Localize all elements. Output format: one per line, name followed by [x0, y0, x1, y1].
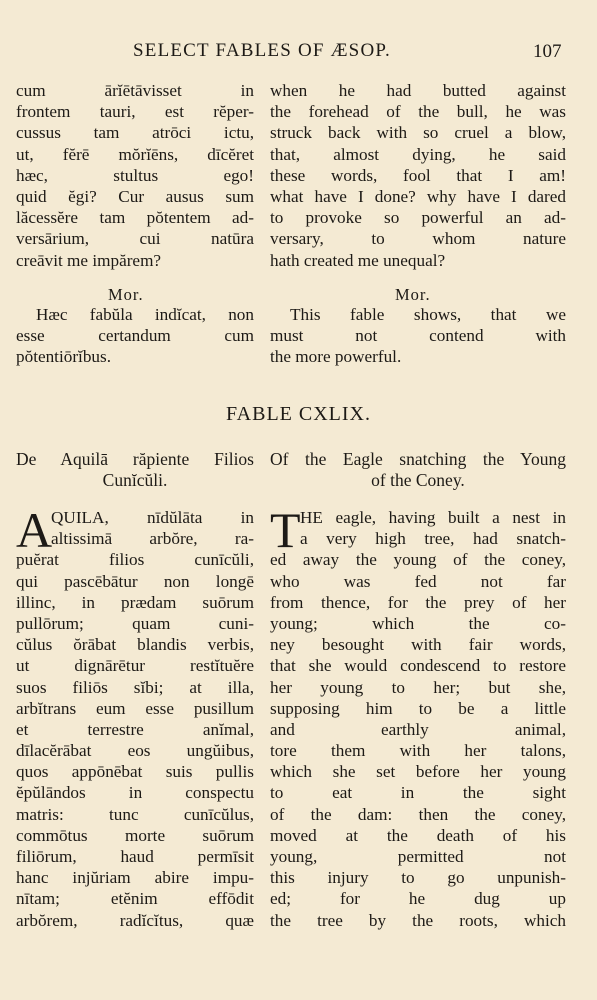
text-line: altissimā arbŏre, ra-: [51, 529, 254, 549]
text-line: the tree by the roots, which: [270, 910, 566, 930]
text-line: et terrestre anĭmal,: [16, 719, 254, 739]
text-line: quid ĕgi? Cur ausus sum: [16, 186, 254, 206]
text-line: nītam; etĕnim effōdit: [16, 889, 254, 909]
text-line: must not contend with: [270, 326, 566, 346]
text-line: that she would condescend to restore: [270, 656, 566, 676]
text-line: that, almost dying, he said: [270, 144, 566, 164]
text-line: matris: tunc cunīcŭlus,: [16, 804, 254, 824]
text-line: to provoke so powerful an ad-: [270, 208, 566, 228]
moral-heading-english: Mor.: [395, 285, 431, 304]
title-line: De Aquilā răpiente Filios: [16, 449, 254, 469]
text-line: illinc, in prædam suōrum: [16, 592, 254, 612]
text-line: a very high tree, had snatch-: [300, 529, 566, 549]
text-line: esse certandum cum: [16, 326, 254, 346]
text-line: cum ārĭētāvisset in: [16, 81, 254, 100]
text-line: of the dam: then the coney,: [270, 804, 566, 824]
text-line: to eat in the sight: [270, 783, 566, 803]
text-line: dīlacĕrābat eos ungŭibus,: [16, 741, 254, 761]
text-line: lăcessĕre tam pŏtentem ad-: [16, 208, 254, 228]
latin-continuation: [16, 80, 254, 271]
text-line: tore them with her talons,: [270, 741, 566, 761]
fable-title: FABLE CXLIX.: [226, 403, 371, 425]
moral-heading-latin: Mor.: [108, 285, 144, 304]
latin-fable-body: [16, 502, 254, 931]
text-line: who was fed not far: [270, 571, 566, 591]
latin-drop-cap: A: [16, 502, 53, 558]
text-line: ĕpŭlāndos in conspectu: [16, 783, 254, 803]
moral-english: [270, 304, 566, 368]
text-line: arbĭtrans eum esse pusillum: [16, 698, 254, 718]
english-continuation: [270, 80, 566, 271]
text-line: HE eagle, having built a nest in: [300, 508, 566, 527]
text-line: versary, to whom nature: [270, 229, 566, 249]
text-line: young, permitted not: [270, 847, 566, 866]
english-fable-body: [270, 502, 566, 931]
english-drop-cap: T: [270, 502, 301, 558]
text-line: hath created me unequal?: [270, 250, 446, 270]
text-line: moved at the death of his: [270, 825, 566, 845]
text-line: creāvit me impărem?: [16, 250, 162, 270]
text-line: from thence, for the prey of her: [270, 592, 566, 612]
text-line: ut, fĕrē mŏrĭēns, dīcĕret: [16, 144, 254, 164]
text-line: cŭlus ŏrābat blandis verbis,: [16, 635, 254, 655]
text-line: commōtus morte suōrum: [16, 825, 254, 845]
text-line: puĕrat filios cunīcŭli,: [16, 550, 254, 570]
latin-fable-title: [16, 449, 254, 491]
title-line: Cunĭcŭli.: [102, 470, 168, 491]
text-line: qui pascēbātur non longē: [16, 571, 254, 591]
text-line: suos filiōs sĭbi; at illa,: [16, 677, 254, 697]
text-line: filiōrum, haud permīsit: [16, 847, 254, 866]
page-header: [0, 40, 597, 70]
english-fable-title: [270, 449, 566, 491]
text-line: which she set before her young: [270, 762, 566, 782]
text-line: these words, fool that I am!: [270, 165, 566, 185]
text-line: ut dignārētur restĭtuĕre: [16, 656, 254, 676]
text-line: cussus tam atrōci ictu,: [16, 123, 254, 143]
text-line: when he had butted against: [270, 81, 566, 100]
text-line: her young to her; but she,: [270, 677, 566, 697]
text-line: what have I done? why have I dared: [270, 186, 566, 206]
text-line: Hæc fabŭla indĭcat, non: [36, 305, 254, 324]
text-line: hanc injŭriam abire impu-: [16, 868, 254, 888]
text-line: hæc, stultus ego!: [16, 165, 254, 185]
text-line: and earthly animal,: [270, 719, 566, 739]
text-line: ney besought with fair words,: [270, 635, 566, 655]
text-line: supposing him to be a little: [270, 698, 566, 718]
text-line: arbŏrem, radĭcĭtus, quæ: [16, 910, 254, 930]
title-line: of the Coney.: [371, 470, 465, 491]
page-number: 107: [533, 41, 562, 62]
moral-latin: [16, 304, 254, 368]
text-line: quos appōnēbat suis pullis: [16, 762, 254, 782]
text-line: the forehead of the bull, he was: [270, 102, 566, 122]
text-line: ed away the young of the coney,: [270, 550, 566, 570]
text-line: This fable shows, that we: [290, 305, 566, 324]
text-line: the more powerful.: [270, 347, 402, 367]
running-title: SELECT FABLES OF ÆSOP.: [133, 40, 391, 61]
text-line: frontem tauri, est rĕper-: [16, 102, 254, 122]
text-line: QUILA, nīdŭlāta in: [51, 508, 254, 527]
text-line: young; which the co-: [270, 613, 566, 633]
text-line: ed; for he dug up: [270, 889, 566, 909]
text-line: struck back with so cruel a blow,: [270, 123, 566, 143]
text-line: versārium, cui natūra: [16, 229, 254, 249]
text-line: pullōrum; quam cuni-: [16, 613, 254, 633]
text-line: this injury to go unpunish-: [270, 868, 566, 888]
title-line: Of the Eagle snatching the Young: [270, 449, 566, 469]
text-line: pŏtentiōrĭbus.: [16, 347, 112, 367]
